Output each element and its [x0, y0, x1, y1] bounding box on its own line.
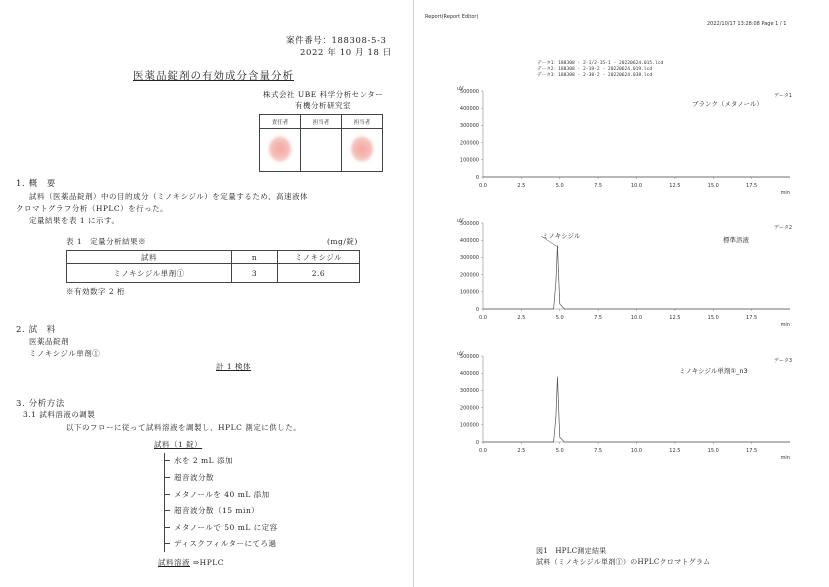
x-tick-label: 15.0 [707, 448, 719, 454]
x-tick-label: 12.5 [669, 448, 681, 454]
y-tick-label: 300000 [459, 255, 479, 262]
data-file: データ3：188308 - 2-38-2 - 20220624.038.lcd [537, 73, 653, 78]
table-header: 試料 [67, 251, 232, 264]
flow-step: ディスクフィルターにてろ過 [174, 539, 277, 548]
flow-start: 試料（1 錠） [154, 440, 203, 449]
x-tick-label: 15.0 [707, 183, 719, 189]
approval-cell [260, 129, 301, 172]
y-tick-label: 100000 [459, 422, 479, 429]
figure-caption: 図1 HPLC測定結果 [536, 547, 607, 555]
chromatogram-3-svg [455, 347, 809, 463]
x-tick-label: 0.0 [479, 315, 487, 321]
flow-step: 水を 2 mL 添加 [174, 456, 234, 465]
x-tick-label: 5.0 [555, 183, 564, 189]
data-file: データ2：188308 - 2-19-2 - 20220624.019.lcd [537, 67, 653, 72]
x-axis-label: min [780, 190, 790, 196]
y-tick-label: 400000 [459, 371, 479, 377]
y-tick-label: 200000 [459, 272, 479, 279]
y-tick-label: 500000 [459, 220, 479, 227]
flow-step: 超音波分散 [174, 473, 214, 482]
x-axis-label: min [780, 322, 790, 328]
x-tick-label: 17.5 [746, 448, 758, 454]
flow-tick [164, 460, 170, 461]
results-table [66, 250, 360, 283]
series-name: データ2 [773, 225, 792, 231]
approval-header: 責任者 [260, 115, 301, 129]
section-1-text: クロマトグラフ分析（HPLC）を行った。 [16, 204, 169, 213]
x-tick-label: 2.5 [517, 183, 526, 189]
section-3-subheading: 3.1 試料溶液の調製 [23, 410, 96, 419]
section-1-text: 定量結果を表 1 に示す。 [29, 216, 120, 225]
chromatogram-1 [455, 82, 809, 202]
flow-end-label: 試料溶液 [158, 558, 190, 567]
chromatogram-3 [455, 347, 809, 467]
section-3-heading: 3. 分析方法 [16, 399, 66, 409]
case-number: 案件番号：188308-5-3 [286, 36, 387, 46]
y-tick-label: 500000 [459, 353, 479, 360]
x-tick-label: 12.5 [669, 315, 681, 321]
x-tick-label: 17.5 [746, 315, 758, 321]
table-caption: 表 1 定量分析結果※ [66, 237, 147, 246]
data-file: データ1：188308 - 2-1/2-15-1 - 20220624.015.lcd [537, 61, 664, 66]
annotation: ブランク（メタノール） [692, 100, 763, 108]
flow-end-arrow: ⇒HPLC [192, 558, 224, 567]
x-tick-label: 5.0 [555, 448, 564, 454]
x-tick-label: 0.0 [479, 448, 487, 454]
table-header: ミノキシジル [278, 251, 360, 264]
table-cell: 3 [232, 264, 278, 283]
x-tick-label: 7.5 [594, 183, 603, 189]
right-page [415, 0, 829, 587]
series-line [483, 377, 790, 442]
section-1-text: 試料（医薬品錠剤）中の目的成分（ミノキシジル）を定量するため、高速液体 [29, 192, 308, 201]
y-tick-label: 400000 [459, 106, 479, 112]
seal-stamp [351, 136, 373, 162]
table-header: n [232, 251, 278, 264]
annotation: 標準溶液 [723, 236, 749, 244]
flow-tick [164, 494, 170, 495]
x-tick-label: 10.0 [630, 448, 643, 454]
report-date: 2022 年 10 月 18 日 [300, 48, 392, 58]
sample-item: 医薬品錠剤 [29, 337, 69, 346]
y-tick-label: 0 [475, 306, 479, 313]
y-tick-label: 500000 [459, 88, 479, 95]
section-1-heading: 1. 概 要 [16, 179, 56, 189]
x-tick-label: 15.0 [707, 315, 719, 321]
seal-stamp [269, 136, 291, 162]
series-line [483, 245, 790, 309]
sample-item: ミノキシジル単剤① [29, 349, 101, 358]
y-tick-label: 0 [475, 439, 479, 446]
x-tick-label: 0.0 [479, 183, 487, 189]
lab-name: 有機分析研究室 [295, 101, 351, 110]
section-3-text: 以下のフローに従って試料溶液を調製し、HPLC 測定に供した。 [66, 423, 302, 432]
x-tick-label: 7.5 [594, 448, 603, 454]
left-page [0, 0, 414, 587]
y-axis-label: uV [457, 86, 464, 92]
flow-connector [164, 453, 165, 552]
y-axis-label: uV [457, 218, 464, 224]
flow-tick [164, 510, 170, 511]
x-tick-label: 17.5 [746, 183, 758, 189]
series-name: データ3 [773, 358, 792, 364]
flow-tick [164, 527, 170, 528]
table-cell: 2.6 [278, 264, 360, 283]
x-tick-label: 10.0 [630, 315, 643, 321]
company-name: 株式会社 UBE 科学分析センター [263, 90, 384, 99]
figure-subcaption: 試料（ミノキシジル単剤①）のHPLCクロマトグラム [536, 558, 711, 566]
x-tick-label: 2.5 [517, 315, 526, 321]
report-timestamp: 2022/10/17 13:28:08 Page 1 / 1 [707, 21, 787, 27]
data-file-list [537, 61, 663, 79]
y-tick-label: 0 [475, 174, 479, 181]
y-axis-label: uV [457, 351, 464, 357]
flow-tick [164, 477, 170, 478]
table-cell: ミノキシジル単剤① [67, 264, 232, 283]
report-title: Report(Report Editor) [425, 14, 479, 20]
annotation: ミノキシジル単剤①_n3 [679, 367, 748, 375]
flow-step: 超音波分散（15 min） [174, 506, 260, 515]
flow-step: メタノールを 40 mL 添加 [174, 490, 270, 499]
x-tick-label: 7.5 [594, 315, 603, 321]
section-2-heading: 2. 試 料 [16, 325, 56, 335]
chromatogram-1-svg [455, 82, 809, 198]
y-tick-label: 200000 [459, 140, 479, 147]
chromatogram-2-svg [455, 214, 809, 330]
annotation: ミノキシジル [542, 232, 581, 240]
series-name: データ1 [773, 93, 792, 99]
chromatogram-2 [455, 214, 809, 334]
table-row [67, 264, 360, 283]
approval-table [259, 114, 383, 172]
x-tick-label: 10.0 [630, 183, 643, 189]
x-tick-label: 2.5 [517, 448, 526, 454]
y-tick-label: 300000 [459, 388, 479, 395]
table-note: ※有効数字 2 桁 [66, 287, 126, 296]
approval-header: 担当者 [342, 115, 383, 129]
page-title: 医薬品錠剤の有効成分含量分析 [133, 70, 294, 82]
flow-tick [164, 543, 170, 544]
x-tick-label: 5.0 [555, 315, 564, 321]
flow-step: メタノールで 50 mL に定容 [174, 523, 278, 532]
y-tick-label: 300000 [459, 123, 479, 130]
flow-end [158, 557, 224, 568]
table-unit: (mg/錠) [327, 237, 358, 246]
y-tick-label: 400000 [459, 238, 479, 244]
approval-cell [342, 129, 383, 172]
approval-cell [301, 129, 342, 172]
x-axis-label: min [780, 455, 790, 461]
sample-total: 計 1 検体 [216, 362, 252, 371]
approval-header: 担当者 [301, 115, 342, 129]
y-tick-label: 200000 [459, 405, 479, 412]
x-tick-label: 12.5 [669, 183, 681, 189]
y-tick-label: 100000 [459, 157, 479, 164]
y-tick-label: 100000 [459, 289, 479, 296]
